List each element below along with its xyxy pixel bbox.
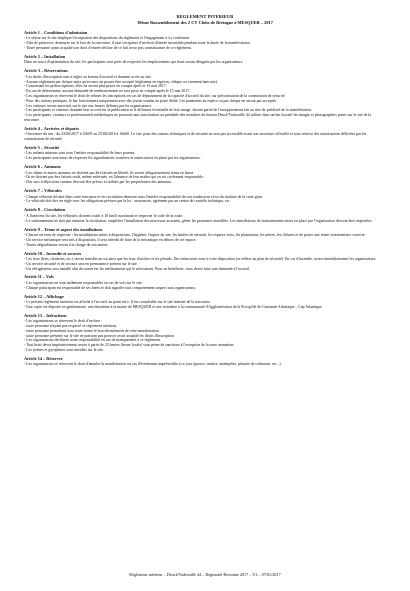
article-paragraph: - Les enfants mineurs sont sous l'entière responsabilité de leurs parents. bbox=[24, 151, 136, 156]
article-section bbox=[24, 313, 386, 353]
article-paragraph: - Ils ne doivent pas être laissés seuls, même enfermés, en l'absence de leur maître qui en est civilement responsable. bbox=[24, 175, 204, 180]
article-section bbox=[24, 294, 386, 310]
article-heading: Article 7 – Véhicules bbox=[24, 188, 62, 194]
article-section bbox=[24, 68, 386, 122]
article-paragraph: - Des sacs à déjections canines devront être prévus et utilisés par les propriétaires des animaux. bbox=[24, 180, 173, 185]
article-paragraph: - Un service mécanique sera mis à disposition, il sera interdit de faire de la mécanique en dehors de cet espace. bbox=[24, 237, 197, 242]
article-heading: Article 4 – Arrivées et départs bbox=[24, 125, 80, 131]
articles-container bbox=[24, 30, 386, 367]
article-paragraph: - Les participants sont tenus de respecter les signalisations routières et autres mises en place par les organisateurs. bbox=[24, 156, 201, 161]
article-paragraph: - En cas de désistement, aucune demande de remboursement ne sera prise en compte après le 15 mai 2017. bbox=[24, 89, 191, 94]
article-paragraph: - Les droits d'inscription sont à régler au bureau d'accueil et donnent accès au site. bbox=[24, 74, 152, 79]
article-heading: Article 9 – Tenue et aspect des installations bbox=[24, 226, 103, 232]
article-section bbox=[24, 207, 386, 223]
article-heading: Article 5 – Sécurité bbox=[24, 145, 60, 151]
article-paragraph: - A l'intérieur du site, les véhicules doivent rouler à 10 km/h maximum et respecter le code de la route. bbox=[24, 213, 184, 218]
article-paragraph: - Une copie est déposée en gendarmerie, une deuxième à la mairie de MESQUER et une troisième à la communauté d'Agglomération de la Presqu'île de Guérande Atlantique – Cap Atlantique. bbox=[24, 304, 323, 309]
article-heading: Article 12 – Affichage bbox=[24, 293, 64, 299]
article-paragraph: - Concernant les préinscriptions, elles ne seront plus prises en compte après le 15 mai 2017. bbox=[24, 84, 167, 89]
article-heading: Article 8 – Circulation bbox=[24, 207, 66, 213]
article-heading: Article 1 – Conditions d'admission bbox=[24, 30, 88, 35]
article-paragraph: - Tout bruit devra impérativement cesser à partir de 23 heures (heure locale) sous peine de sanctions à l'exception de la zone animation bbox=[24, 343, 234, 348]
article-paragraph: - Les organisateurs se réservent le droit d'annuler la manifestation en cas d'événement imprévisible à ce jour (guerre, sinistre, intempérie, pénurie de carburant, etc...). bbox=[24, 362, 282, 367]
article-section bbox=[24, 145, 386, 161]
article-paragraph: · toute personne présente sur le site ne pouvant pas prouver avoir acquitté les droits d'inscription bbox=[24, 333, 174, 338]
article-heading: Article 2 – Installation bbox=[24, 53, 66, 59]
article-section bbox=[24, 126, 386, 142]
article-paragraph: - Le présent règlement intérieur est affiché à l'accueil, au point info. Il est consultable sur le site internet de la rencontre. bbox=[24, 300, 211, 305]
article-section bbox=[24, 188, 386, 204]
article-heading: Article 10 – Incendie et secours bbox=[24, 250, 82, 256]
article-heading: Article 14 – Réserves bbox=[24, 355, 63, 361]
article-paragraph: Dans un souci d'optimisation du site, les participants sont priés de respecter les emplacements qui leurs seront désignés par les organisateurs. bbox=[24, 60, 244, 65]
article-paragraph: - Chaque participant est responsable de ses biens et doit signaler tout comportement suspect aux organisateurs. bbox=[24, 285, 197, 290]
article-paragraph: - Le séjour sur le site implique l'acceptation des dispositions du règlement et l'engagement à s'y conformer. bbox=[24, 36, 191, 41]
article-paragraph: - Ouverture du site : du 23/06/2017 à 16h59 au 25/06/2016 à 16h00. Le site, pour des raisons techniques et de sécurité ne sera pas accessible avant son ouverture officielle et sous réserve des autorisations délivrées par les commissions de sécurité. bbox=[24, 132, 367, 142]
article-heading: Article 6 – Animaux bbox=[24, 164, 61, 170]
article-paragraph: - Les participants, visiteurs et professionnels médiatiques ne pourront sans autorisation au préalable des membres du bureau Deuch'Vadrouille 44 utiliser dans un but lucratif les images et photographies prises sur le site de la rencontre. bbox=[24, 113, 372, 122]
article-paragraph: - Afin de préserver, demeurer sur le lieu de la rencontre, il faut s'acquitter d'un droit d'entrée invariable pendant toute la durée de la manifestation. bbox=[24, 41, 251, 46]
article-paragraph: - Pour des raisons pratiques, le bar fonctionnera uniquement avec des jetons vendus au poste dédié. Les paiements en espèce ou par chèque ne seront pas acceptés. bbox=[24, 98, 277, 103]
article-paragraph: - Chacun est tenu de respecter : les installations mises à dispositions, l'hygiène, l'aspect du site, les limites de sécurité, les espaces verts, les plantations, les arbres, les clôtures et de porter une tenue vestimentaire correcte. bbox=[24, 232, 366, 237]
article-paragraph: - Un réfrigérateur sera installé afin de conserver les médicaments qui le nécessitent. Pour en bénéficier, vous devez faire une demande à l'accueil. bbox=[24, 266, 250, 271]
article-paragraph: - Les sirènes et gyrophares sont interdits sur le site. bbox=[24, 348, 104, 352]
document-subtitle: 10ème Rassemblement des 2 CV Clubs de Bretagne à MESQUER – 2017 bbox=[137, 20, 273, 25]
article-paragraph: · toute personne n'ayant pas respecté ce règlement intérieur, bbox=[24, 324, 117, 329]
article-paragraph: - Chaque véhicule déclaré dans cette rencontre et en circulation demeure sous l'entière responsabilité de son conducteur et/ou du titulaire de la carte grise. bbox=[24, 194, 264, 199]
article-section bbox=[24, 251, 386, 272]
article-paragraph: - Les chiens et autres animaux ne doivent pas être laissés en liberté, ils seront obligatoirement tenus en laisse. bbox=[24, 170, 195, 175]
article-section bbox=[24, 274, 386, 290]
article-paragraph: - Toute personne ayant acquitté son droit d'entrée déclare de ce fait avoir pris connaissance de ce règlement. bbox=[24, 45, 192, 50]
article-section bbox=[24, 356, 386, 367]
article-section bbox=[24, 30, 386, 51]
document-footer: Règlement intérieur – Deuch'Vadrouille 44 – Régionale Bretonne 2017 – V2 – 07/01/2017 bbox=[129, 572, 281, 577]
article-heading: Article 11 – Vols bbox=[24, 274, 54, 280]
article-paragraph: - Les organisateurs se réservent le droit d'exclure : bbox=[24, 319, 103, 324]
article-heading: Article 13 – Infractions bbox=[24, 312, 67, 318]
article-paragraph: - Toutes dégradations seront à la charge de son auteur. bbox=[24, 242, 109, 247]
article-section bbox=[24, 54, 386, 65]
article-heading: Article 3 – Réservations bbox=[24, 68, 68, 74]
article-paragraph: - Les organisateurs déclinent toute responsabilité en cas de manquement à ce règlement. bbox=[24, 338, 162, 343]
article-section bbox=[24, 164, 386, 185]
article-paragraph: - Aucune réglement par chèque autre qu'en euro ne pourra être accepté (règlement en espèces, chèque ou virement bancaire). bbox=[24, 79, 219, 84]
article-paragraph: - Les feux (bois, charbons, etc.) seront interdits au sol ainsi que les feux d'artifice et les pétards. Des extincteurs sont à votre disposition (se référer au plan de sécurité). En cas d'incendie, aviser immédiatement les organisateurs. bbox=[24, 256, 377, 261]
article-section bbox=[24, 227, 386, 248]
article-paragraph: - Le véhicule doit être en règle avec les obligations prévues par la loi : assurances, agrément par un centre de contrôle technique, etc. bbox=[24, 199, 231, 204]
article-paragraph: - Le stationnement ne doit pas entraver la circulation, empêcher l'installation des nouveaux arrivants, gêner les personnes installées. Les interdictions de stationnement mises en place par l'organisation devront être respectées. bbox=[24, 218, 373, 223]
article-paragraph: - Les participants et visiteurs donnent leur accord sur la publication et la diffusion éventuelle de leur image, faisant partie de l'enregistrement fait au titre de publicité de la manifestation. bbox=[24, 108, 312, 113]
article-paragraph: · toute personne perturbant sous toute forme le bon déroulement de cette manifestation bbox=[24, 328, 160, 333]
article-paragraph: - Les visiteurs seront autorisés sur le site aux heures définies par les organisateurs. bbox=[24, 103, 153, 108]
article-paragraph: - Un service sécurité et de secours sera en permanence présent sur le site. bbox=[24, 261, 138, 266]
article-paragraph: - Les organisateurs ne sont nullement responsables en cas de vols sur le site. bbox=[24, 280, 143, 285]
document-title: REGLEMENT INTERIEUR bbox=[176, 14, 234, 19]
article-paragraph: - Les organisateurs se réservent le droit de refuser les inscriptions en cas de dépassement de la capacité d'accueil du site, sur préconisation de la commission de sécurité. bbox=[24, 93, 286, 98]
